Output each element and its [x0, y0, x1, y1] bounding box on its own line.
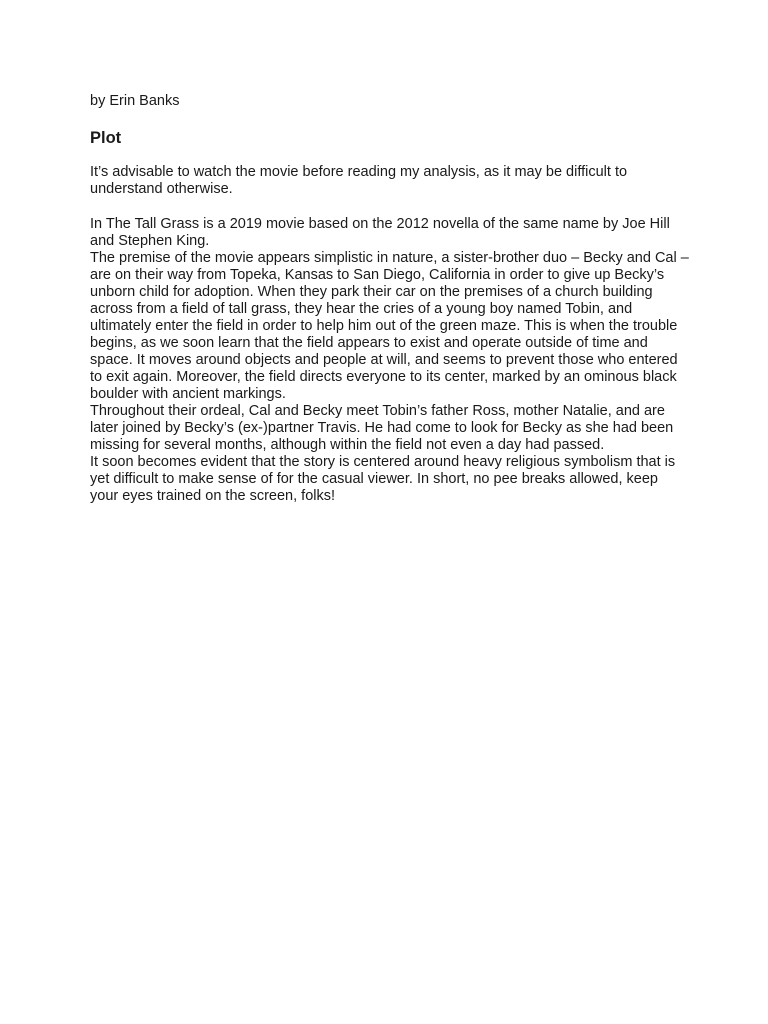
- paragraph-advisory: It’s advisable to watch the movie before reading my analysis, as it may be difficult to understand otherwise.: [90, 164, 628, 197]
- paragraph-overview: In The Tall Grass is a 2019 movie based on the 2012 novella of the same name by Joe Hill and Stephen King.: [90, 216, 670, 249]
- document-page: [90, 92, 690, 505]
- paragraph-ordeal: Throughout their ordeal, Cal and Becky meet Tobin’s father Ross, mother Natalie, and are later joined by Becky’s (ex-)partner Travis. He had come to look for Becky as she had been missing for several months, although within the field not even a day had passed.: [90, 403, 674, 453]
- section-heading-plot: Plot: [90, 129, 122, 147]
- author-byline: by Erin Banks: [90, 93, 180, 109]
- paragraph-premise: The premise of the movie appears simplistic in nature, a sister-brother duo – Becky and Cal – are on their way from Topeka, Kansas to San Diego, California in order to give up Becky’s unborn child for adoption. When they park their car on the premises of a church building across from a field of tall grass, they hear the cries of a young boy named Tobin, and ultimately enter the field in order to help him out of the green maze. This is when the trouble begins, as we soon learn that the field appears to exist and operate outside of time and space. It moves around objects and people at will, and seems to prevent those who entered to exit again. Moreover, the field directs everyone to its center, marked by an ominous black boulder with ancient markings.: [90, 250, 689, 402]
- paragraph-symbolism: It soon becomes evident that the story is centered around heavy religious symbolism that is yet difficult to make sense of for the casual viewer. In short, no pee breaks allowed, keep your eyes trained on the screen, folks!: [90, 454, 676, 504]
